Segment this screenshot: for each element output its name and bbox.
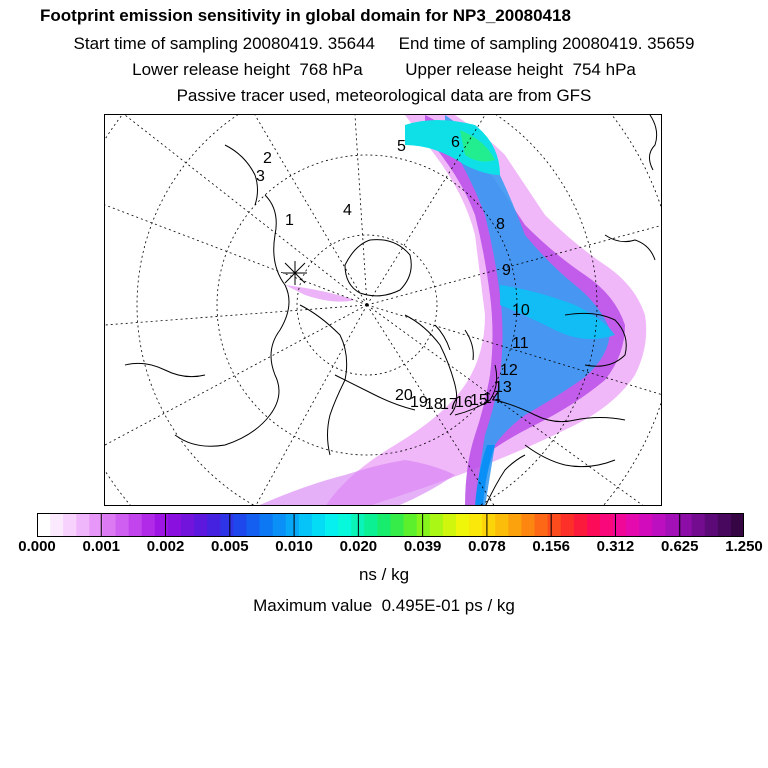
colorbar-swatch <box>639 513 653 537</box>
colorbar-swatch <box>652 513 666 537</box>
colorbar-swatch <box>574 513 588 537</box>
colorbar-swatch <box>50 513 64 537</box>
point-label: 14 <box>483 390 501 407</box>
colorbar-tick-label: 0.312 <box>596 538 635 555</box>
point-label: 2 <box>263 150 272 167</box>
colorbar-swatch <box>312 513 326 537</box>
colorbar-swatch <box>246 513 260 537</box>
colorbar-swatch <box>273 513 287 537</box>
point-label: 6 <box>451 134 460 151</box>
colorbar-swatch <box>443 513 457 537</box>
colorbar-swatch <box>404 513 418 537</box>
max-value-label: Maximum value 0.495E-01 ps / kg <box>253 596 515 615</box>
colorbar-swatch <box>548 513 562 537</box>
colorbar-tick-label: 1.250 <box>725 538 763 555</box>
colorbar-tick-label: 0.039 <box>403 538 442 555</box>
colorbar-swatch <box>220 513 234 537</box>
colorbar <box>37 513 744 537</box>
colorbar-swatch <box>168 513 182 537</box>
point-label: 5 <box>397 138 406 155</box>
asterisk-marker <box>283 261 307 285</box>
colorbar-swatch <box>731 513 744 537</box>
point-label: 1 <box>285 212 294 229</box>
colorbar-swatch <box>181 513 195 537</box>
point-label: 8 <box>496 216 505 233</box>
colorbar-swatch <box>430 513 444 537</box>
map-title: Footprint emission sensitivity in global domain for NP3_20080418 <box>40 6 571 25</box>
colorbar-swatch <box>626 513 640 537</box>
colorbar-swatch <box>116 513 130 537</box>
colorbar-swatch <box>600 513 614 537</box>
colorbar-swatch <box>705 513 719 537</box>
colorbar-swatch <box>286 513 300 537</box>
colorbar-swatch <box>260 513 274 537</box>
colorbar-swatch <box>417 513 431 537</box>
colorbar-tick-label: 0.005 <box>211 538 249 555</box>
colorbar-swatch <box>521 513 535 537</box>
colorbar-swatch <box>63 513 77 537</box>
colorbar-tick-label: 0.020 <box>339 538 378 555</box>
point-label: 11 <box>512 335 529 352</box>
colorbar-swatch <box>233 513 247 537</box>
colorbar-swatch <box>679 513 693 537</box>
colorbar-tick-label: 0.001 <box>82 538 121 555</box>
colorbar-tick-label: 0.002 <box>146 538 185 555</box>
point-label: 12 <box>500 362 518 379</box>
point-label: 16 <box>455 394 473 411</box>
point-label: 3 <box>256 168 265 185</box>
point-label: 9 <box>502 262 511 279</box>
colorbar-unit: ns / kg <box>358 565 410 584</box>
colorbar-swatch <box>495 513 509 537</box>
colorbar-swatch <box>76 513 90 537</box>
colorbar-swatch <box>102 513 116 537</box>
colorbar-swatch <box>364 513 378 537</box>
colorbar-ticks <box>0 538 768 558</box>
point-label: 13 <box>494 379 512 396</box>
colorbar-swatch <box>155 513 169 537</box>
colorbar-swatch <box>377 513 391 537</box>
sampling-time-line: Start time of sampling 20080419. 35644 End time of sampling 20080419. 35659 <box>73 34 695 53</box>
colorbar-swatch <box>508 513 522 537</box>
colorbar-swatch <box>587 513 601 537</box>
release-height-line: Lower release height 768 hPa Upper release height 754 hPa <box>132 60 636 79</box>
tracer-info-line: Passive tracer used, meteorological data are from GFS <box>176 86 592 105</box>
colorbar-tick-label: 0.010 <box>275 538 313 555</box>
point-label: 4 <box>343 202 352 219</box>
colorbar-swatch <box>129 513 143 537</box>
colorbar-swatch <box>299 513 313 537</box>
point-label: 15 <box>470 392 488 409</box>
colorbar-tick-label: 0.625 <box>660 538 699 555</box>
colorbar-swatch <box>718 513 732 537</box>
sensitivity-plume <box>255 115 646 506</box>
map-canvas <box>105 115 662 506</box>
point-label: 20 <box>395 387 413 404</box>
point-label: 18 <box>425 396 443 413</box>
colorbar-swatch <box>338 513 352 537</box>
colorbar-swatch <box>561 513 575 537</box>
colorbar-swatch <box>207 513 221 537</box>
colorbar-swatch <box>456 513 470 537</box>
colorbar-swatch <box>142 513 156 537</box>
point-label: 17 <box>440 396 458 413</box>
colorbar-swatch <box>325 513 339 537</box>
colorbar-tick-label: 0.156 <box>532 538 570 555</box>
colorbar-swatch <box>692 513 706 537</box>
footprint-map <box>104 114 662 506</box>
point-label: 19 <box>410 394 428 411</box>
colorbar-swatch <box>391 513 405 537</box>
colorbar-swatch <box>482 513 496 537</box>
point-label: 10 <box>512 302 530 319</box>
colorbar-tick-label: 0.078 <box>468 538 506 555</box>
colorbar-swatch <box>37 513 51 537</box>
colorbar-swatch <box>194 513 208 537</box>
colorbar-swatch <box>469 513 483 537</box>
colorbar-swatch <box>665 513 679 537</box>
colorbar-swatch <box>535 513 549 537</box>
colorbar-tick-label: 0.000 <box>18 538 56 555</box>
